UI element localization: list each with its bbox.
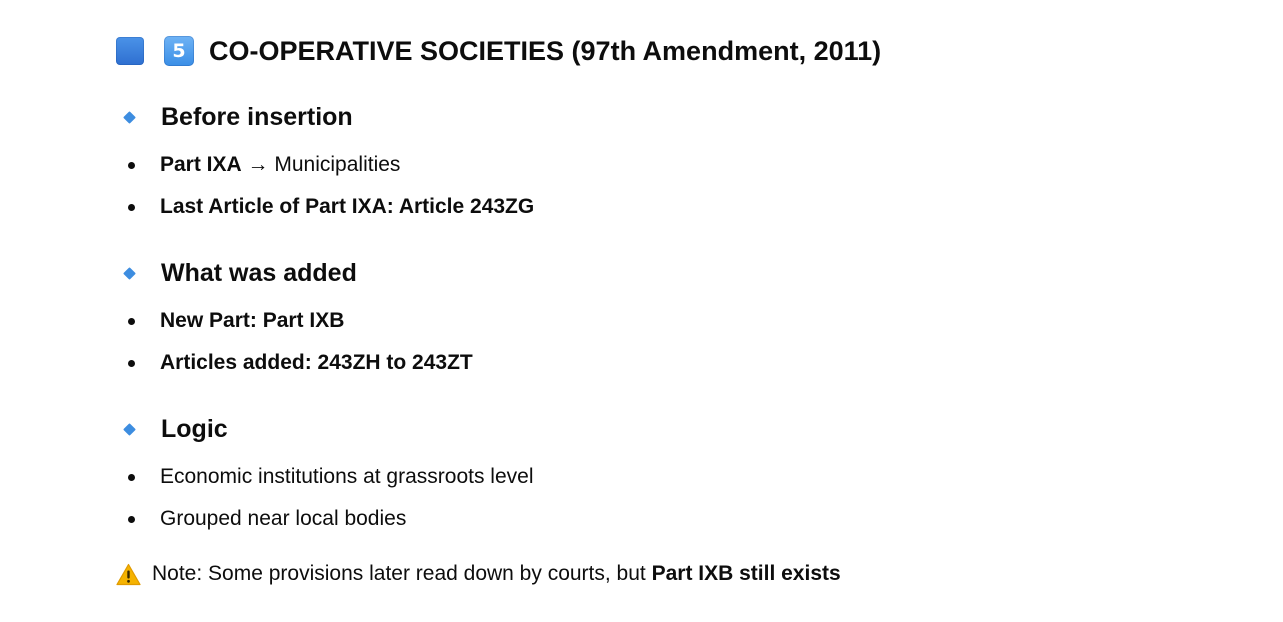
- list-item: [116, 456, 534, 498]
- list-item-rest: → Municipalities: [241, 153, 401, 176]
- list-item-text: [160, 195, 534, 219]
- note-row: [116, 559, 841, 589]
- list-item: [116, 144, 534, 186]
- section-heading-text: What was added: [161, 258, 357, 287]
- bullet-dot-icon: [128, 360, 135, 367]
- list-item-text: [160, 351, 473, 375]
- bullet-dot-icon: [128, 162, 135, 169]
- page-title: CO-OPERATIVE SOCIETIES (97th Amendment, 2011): [209, 35, 882, 66]
- note-text: [152, 562, 841, 586]
- list-item-rest: Economic institutions at grassroots level: [160, 465, 534, 488]
- page-title-row: [116, 33, 881, 69]
- section-heading: [116, 413, 534, 445]
- bullet-list: [116, 144, 534, 228]
- section-heading: [116, 101, 534, 133]
- keycap-5-icon: [164, 36, 194, 66]
- list-item: [116, 300, 473, 342]
- section-heading-text: Before insertion: [161, 102, 353, 131]
- section-heading: [116, 257, 473, 289]
- list-item-text: [160, 465, 534, 489]
- warning-icon: [116, 563, 141, 586]
- list-item-strong: Part IXA: [160, 153, 242, 176]
- bullet-list: [116, 300, 473, 384]
- list-item: [116, 498, 534, 540]
- section-logic: [116, 413, 534, 540]
- bullet-dot-icon: [128, 204, 135, 211]
- diamond-bullet-icon: [123, 111, 136, 124]
- list-item-text: [160, 309, 344, 333]
- bullet-list: [116, 456, 534, 540]
- section-what-was-added: [116, 257, 473, 384]
- list-item-strong: Articles added: 243ZH to 243ZT: [160, 351, 473, 374]
- list-item: [116, 186, 534, 228]
- list-item-strong: Last Article of Part IXA: Article 243ZG: [160, 195, 535, 218]
- bullet-dot-icon: [128, 516, 135, 523]
- note-strong: Part IXB still exists: [651, 562, 841, 585]
- list-item-text: [160, 153, 400, 177]
- list-item-rest: Grouped near local bodies: [160, 507, 407, 530]
- blue-square-icon: [116, 37, 144, 65]
- note-body: Note: Some provisions later read down by courts, but: [152, 562, 652, 585]
- list-item-strong: New Part: Part IXB: [160, 309, 345, 332]
- section-heading-text: Logic: [161, 414, 228, 443]
- bullet-dot-icon: [128, 474, 135, 481]
- section-before-insertion: [116, 101, 534, 228]
- keycap-number: 5: [172, 40, 186, 62]
- diamond-bullet-icon: [123, 267, 136, 280]
- bullet-dot-icon: [128, 318, 135, 325]
- list-item-text: [160, 507, 406, 531]
- diamond-bullet-icon: [123, 423, 136, 436]
- list-item: [116, 342, 473, 384]
